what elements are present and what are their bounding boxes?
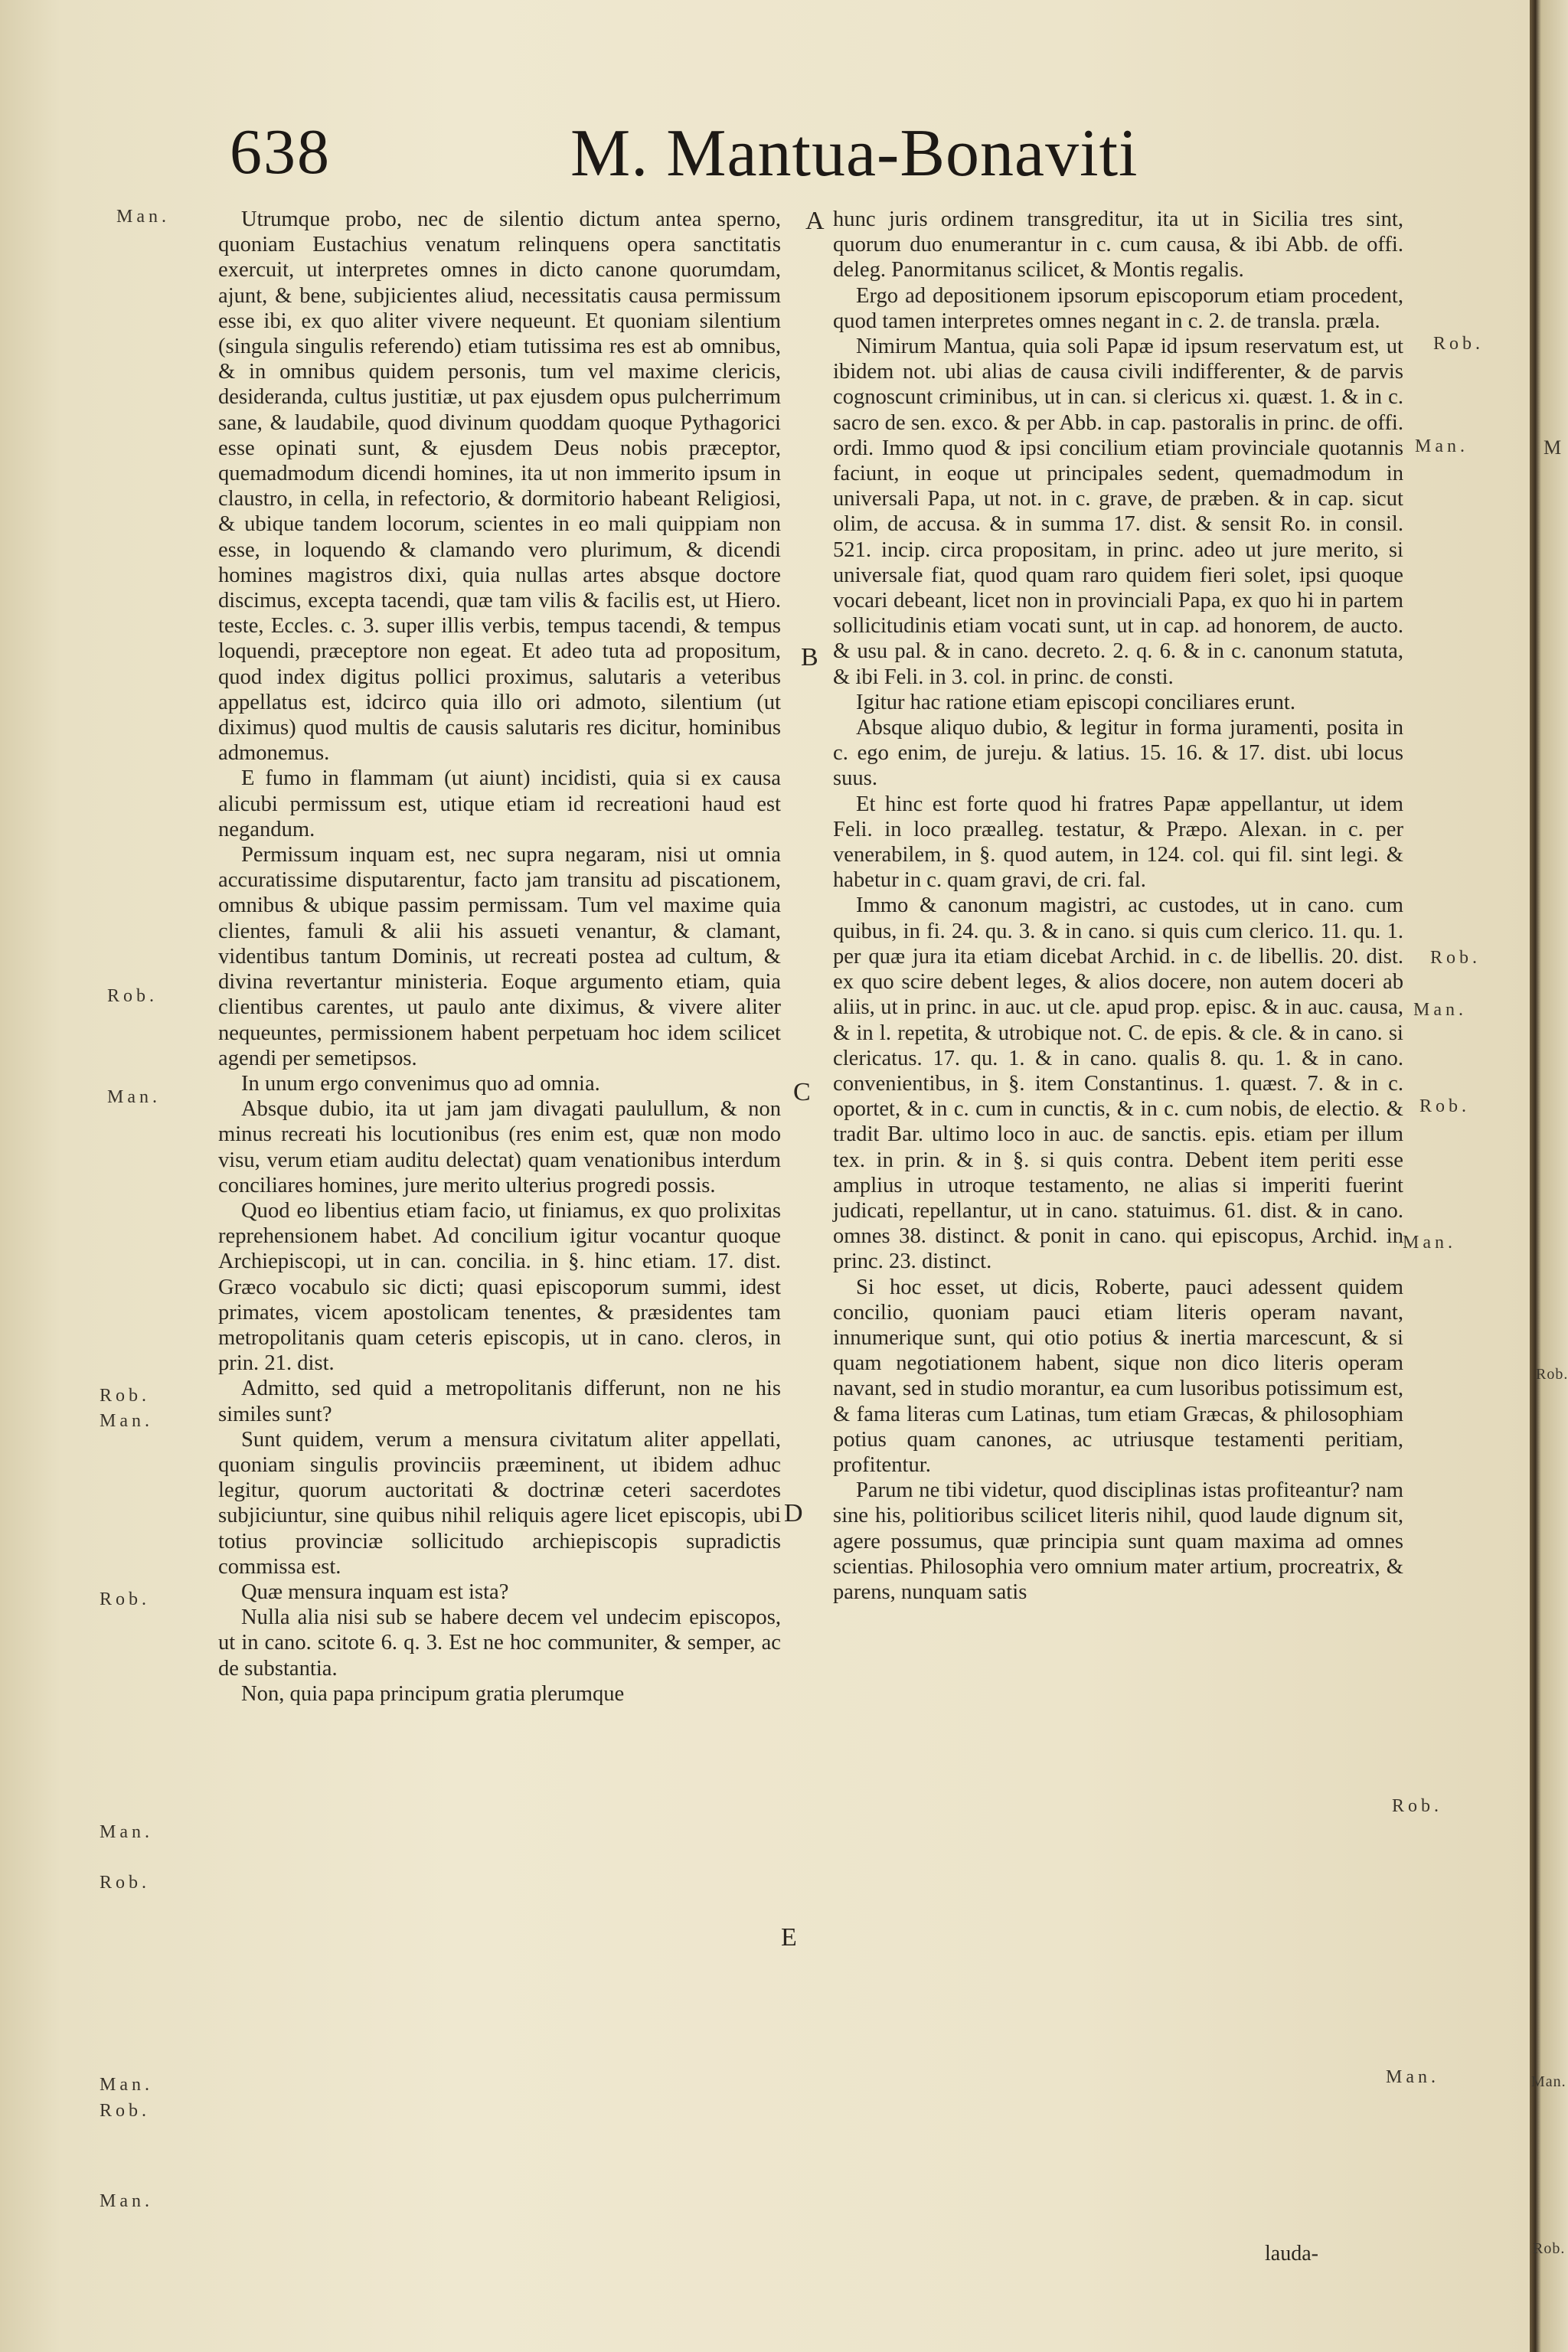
facing-page-fragment: Rob. <box>1536 1366 1568 1383</box>
facing-page-fragment: Man. <box>1531 2073 1566 2090</box>
speaker-label: Rob. <box>100 1873 151 1893</box>
speaker-label: Rob. <box>1392 1796 1443 1816</box>
speaker-label: Man. <box>100 1822 153 1842</box>
page-header <box>0 115 1530 199</box>
speaker-label: Rob. <box>1433 334 1485 354</box>
paragraph: Si hoc esset, ut dicis, Roberte, pauci adessent quidem concilio, quoniam pauci etiam literis operam navant, innumerique sunt, qui otio potius & inertia marcescunt, & si quam negotiationem habent, sique non dico literis operam navant, sed in studio morantur, ea cum lusoribus potissimum est, & fama literas cum Latinas, tum etiam Græcas, & philosophiam potius quam canones, ac utriusque testamenti peritiam, profitentur. <box>833 1275 1403 1477</box>
left-column <box>218 207 781 1707</box>
paragraph: Admitto, sed quid a metropolitanis differunt, non ne his similes sunt? <box>218 1377 781 1426</box>
paragraph: Igitur hac ratione etiam episcopi conciliares erunt. <box>856 690 1296 714</box>
speaker-label: Man. <box>1415 436 1468 456</box>
speaker-label: Man. <box>100 2075 153 2095</box>
paragraph: E fumo in flammam (ut aiunt) incidisti, quia si ex causa alicubi permissum est, utique etiam id recreationi haud est negandum. <box>218 766 781 841</box>
section-marker: A <box>805 207 825 235</box>
speaker-label: Man. <box>100 2191 153 2211</box>
paragraph: Et hinc est forte quod hi fratres Papæ appellantur, ut idem Feli. in loco præalleg. testatur, & Præpo. Alexan. in c. per venerabilem, in §. quod autem, in 124. col. qui fil. sint legi. & habetur in c. quam gravi, de cri. fal. <box>833 792 1403 893</box>
right-column <box>833 207 1403 1605</box>
speaker-label: Man. <box>1386 2067 1439 2087</box>
speaker-label: Rob. <box>100 1589 151 1609</box>
paragraph: Ergo ad depositionem ipsorum episcoporum etiam procedent, quod tamen interpretes omnes negant in c. 2. de transla. præla. <box>833 283 1403 333</box>
paragraph: Utrumque probo, nec de silentio dictum antea sperno, quoniam Eustachius venatum relinquens opera sanctitatis exercuit, ut interpretes omnes in dicto canone quorumdam, ajunt, & bene, subjicientes aliud, necessitatis causa permissum esse ibi, ex quo aliter vivere nequeunt. Et quoniam silentium (singula singulis referendo) etiam tutissima res est ab omnibus, & in omnibus quidem personis, tum vel maxime clericis, desideranda, cultus justitiæ, ut pax ejusdem opus pulcherrimum sane, & laudabile, quod divinum quoddam quoque Pythagorici esse opinati sunt, & ejusdem Deus nobis præceptor, quemadmodum dicendi homines, ita ut non immerito ipsum in claustro, in cella, in refectorio, & dormitorio habeant Religiosi, & ubique tandem locorum, scientes in eo mali quippiam non esse, in loquendo & clamando vero plurimum, & dicendi homines magistros dixi, quia nullas artes absque doctore discimus, excepta tacendi, quæ tam vilis & facilis est, ut Hiero. teste, Eccles. c. 3. super illis verbis, tempus tacendi, & tempus loquendi, præceptore non egeat. Et adeo tuta ad propositum, quod index digitus pollici proximus, salutaris a veteribus appellatus est, idcirco quia illo ori admoto, silentium (ut diximus) quod multis de causis salutaris res dicitur, hominibus admonemus. <box>218 207 781 766</box>
running-head: M. Mantua-Bonaviti <box>570 116 1138 191</box>
paragraph: Parum ne tibi videtur, quod disciplinas istas profiteantur? nam sine his, politioribus scilicet literis nihil, quod laude dignum sit, agere possumus, quæ principia sunt quam maxima ad omnes scientias. Philosophia vero omnium mater artium, procreatrix, & parens, nunquam satis <box>833 1478 1403 1604</box>
facing-page-fragment: Rob. <box>1533 2240 1566 2257</box>
speaker-label: Man. <box>100 1411 153 1431</box>
section-marker: E <box>781 1923 797 1952</box>
speaker-label: Man. <box>107 1087 161 1107</box>
section-marker: D <box>784 1499 803 1527</box>
speaker-label: Rob. <box>1430 948 1481 968</box>
paragraph: Non, quia papa principum gratia plerumque <box>241 1681 625 1706</box>
page-number: 638 <box>230 116 331 188</box>
paragraph: Permissum inquam est, nec supra negaram, nisi ut omnia accuratissime disputarentur, facto jam transitu ad piscationem, omnibus & ubique passim permissam. Tum vel maxime quia clientes, famuli & alii his assueti venantur, & clamant, videntibus tantum Dominis, ut recreati postea ad cultum, & divina revertantur ministeria. Eoque argumento etiam, quia clientibus carentes, ut paulo ante diximus, & vivere aliter nequeuntes, permissionem habent perpetuam hoc idem scilicet agendi per semetipsos. <box>218 843 781 1070</box>
paragraph: Nulla alia nisi sub se habere decem vel undecim episcopos, ut in cano. scitote 6. q. 3. Est ne hoc communiter, & semper, ac de substantia. <box>218 1606 781 1681</box>
facing-page-fragment: M <box>1544 436 1562 459</box>
paragraph: Quod eo libentius etiam facio, ut finiamus, ex quo prolixitas reprehensionem habet. Ad concilium igitur vocantur quoque Archiepiscopi, ut in can. concilia. in §. hinc etiam. 17. dist. Græco vocabulo sic dicti; quasi episcoporum summi, idest primates, vicem apostolicam tenentes, & præsidentes tam metropolitanis quam ceteris episcopis, ut in cano. cleros, in prin. 21. dist. <box>218 1198 781 1376</box>
paragraph: Quæ mensura inquam est ista? <box>241 1579 509 1604</box>
speaker-label: Rob. <box>100 2101 151 2121</box>
speaker-label: Rob. <box>107 986 158 1006</box>
catchword: lauda- <box>1265 2242 1318 2265</box>
paragraph: Nimirum Mantua, quia soli Papæ id ipsum reservatum est, ut ibidem not. ubi alias de causa civili indifferenter, & de parvis cognoscunt criminibus, ut in can. si clericus xi. quæst. 1. & in c. sacro de sen. exco. & per Abb. in cap. pastoralis in princ. de offi. ordi. Immo quod & ipsi concilium etiam provinciale quotannis faciunt, in eoque ut principales sedent, quemadmodum in universali Papa, ut not. in c. grave, de præben. & in cap. sicut olim, de accusa. & in summa 17. dist. & sensit Ro. in consil. 521. incip. circa propositam, in princ. adeo ut jure merito, si universale fiat, quod quam raro quidem fieri solet, ipsi quoque vocari debeant, licet non in provinciali Papa, ex quo hi in partem sollicitudinis etiam vocati sunt, ut in cap. ad honorem, de aucto. & usu pal. & in cano. decreto. 2. q. 6. & in c. canonum statuta, & ibi Feli. in 3. col. in princ. de consti. <box>833 335 1403 689</box>
section-marker: C <box>793 1078 811 1106</box>
paragraph: hunc juris ordinem transgreditur, ita ut in Sicilia tres sint, quorum duo enumerantur in c. cum causa, & ibi Abb. de offi. deleg. Panormitanus scilicet, & Montis regalis. <box>833 207 1403 283</box>
paragraph: In unum ergo convenimus quo ad omnia. <box>241 1071 600 1096</box>
speaker-label: Man. <box>1403 1233 1456 1253</box>
paragraph: Sunt quidem, verum a mensura civitatum aliter appellati, quoniam singulis provinciis præeminent, ut ibidem adhuc legitur, quorum auctoritati & doctrinæ ceteri sacerdotes subjiciuntur, sine quibus nihil reliquis agere licet episcopis, ubi totius provinciæ sollicitudo archiepiscopis supradictis commissa est. <box>218 1427 781 1579</box>
speaker-label: Man. <box>116 207 170 227</box>
speaker-label: Rob. <box>1419 1096 1471 1116</box>
section-marker: B <box>801 643 818 671</box>
paragraph: Immo & canonum magistri, ac custodes, ut in cano. cum quibus, in fi. 24. qu. 3. & in cano. si quis cum clerico. 11. qu. 1. per quæ jura ita etiam dicebat Archid. in c. de libellis. 20. dist. ex quo scire debent leges, & alios docere, non autem doceri ab aliis, ut in princ. in auc. ut cle. apud prop. episc. & in auc. causa, & in l. repetita, & utrobique not. C. de epis. & cle. & in cano. si clericatus. 17. qu. 1. & in cano. qualis 8. qu. 1. & in cano. convenientibus, in §. item Constantinus. 1. quæst. 7. & in c. oportet, & in c. cum in cunctis, & in c. cum nobis, de electio. & tradit Bar. ultimo loco in auc. de sanctis. epis. etiam per illum tex. in prin. & in §. si quis contra. Debent item periti esse amplius in utroque testamento, ne alias si imperiti fuerint judicati, repellantur, ut in cano. statuimus. 61. dist. & in cano. omnes 38. distinct. & ponit in cano. qui episcopus, Archid. in princ. 23. distinct. <box>833 893 1403 1274</box>
paragraph: Absque dubio, ita ut jam jam divagati paulullum, & non minus recreati his locutionibus (res enim est, quæ non modo visu, verum etiam auditu delectat) quam venationibus interdum conciliares homines, jure merito ulterius progredi possis. <box>218 1097 781 1197</box>
paragraph: Absque aliquo dubio, & legitur in forma juramenti, posita in c. ego enim, de jureju. & latius. 15. 16. & 17. dist. ubi locus suus. <box>833 716 1403 791</box>
facing-page-edge <box>1530 0 1568 2352</box>
speaker-label: Rob. <box>100 1386 151 1406</box>
speaker-label: Man. <box>1413 1000 1467 1020</box>
